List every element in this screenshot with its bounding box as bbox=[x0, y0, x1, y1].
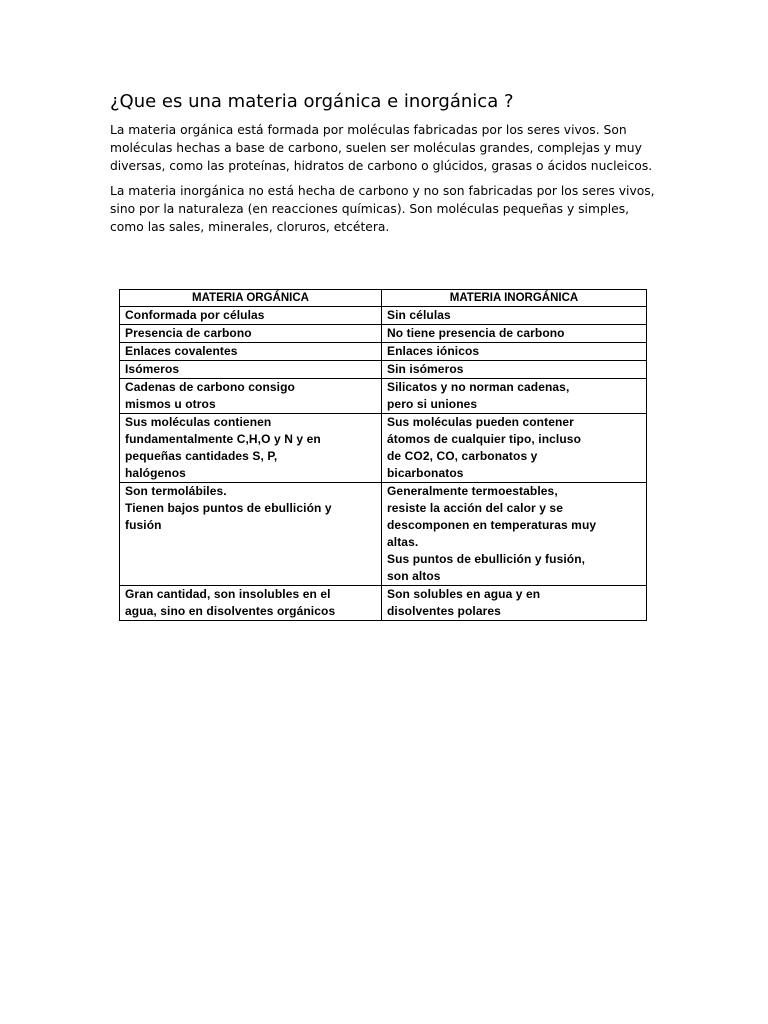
table-row bbox=[120, 483, 647, 586]
cell-inorganic bbox=[382, 586, 647, 621]
cell-organic bbox=[120, 361, 382, 379]
header-organic: MATERIA ORGÁNICA bbox=[120, 290, 382, 307]
cell-text: No tiene presencia de carbono bbox=[387, 326, 565, 340]
cell-text: Silicatos y no norman cadenas, pero si uniones bbox=[387, 380, 570, 411]
cell-organic bbox=[120, 483, 382, 586]
header-inorganic: MATERIA INORGÁNICA bbox=[382, 290, 647, 307]
cell-text: Enlaces covalentes bbox=[125, 344, 238, 358]
table-row bbox=[120, 325, 647, 343]
cell-inorganic bbox=[382, 343, 647, 361]
cell-organic bbox=[120, 343, 382, 361]
cell-text: Presencia de carbono bbox=[125, 326, 252, 340]
cell-inorganic bbox=[382, 307, 647, 325]
cell-text: Sin isómeros bbox=[387, 362, 464, 376]
cell-text: Sus moléculas pueden contener átomos de cualquier tipo, incluso de CO2, CO, carbonatos y bicarbonatos bbox=[387, 415, 581, 480]
cell-text: Gran cantidad, son insolubles en el agua, sino en disolventes orgánicos bbox=[125, 587, 336, 618]
cell-text: Sus moléculas contienen fundamentalmente C,H,O y N y en pequeñas cantidades S, P, halógenos bbox=[125, 415, 321, 480]
cell-inorganic bbox=[382, 414, 647, 483]
table-row bbox=[120, 586, 647, 621]
cell-inorganic bbox=[382, 325, 647, 343]
table-row bbox=[120, 307, 647, 325]
cell-text: Sin células bbox=[387, 308, 451, 322]
cell-inorganic bbox=[382, 483, 647, 586]
cell-text: Cadenas de carbono consigo mismos u otros bbox=[125, 380, 295, 411]
cell-text: Generalmente termoestables, resiste la acción del calor y se descomponen en temperaturas muy altas. Sus puntos de ebullición y fusión, son altos bbox=[387, 484, 597, 583]
table-row bbox=[120, 414, 647, 483]
paragraph-inorganic: La materia inorgánica no está hecha de carbono y no son fabricadas por los seres vivos, sino por la naturaleza (en reacciones químicas). Son moléculas pequeñas y simples, como las sales, minerales, cloruros, etcétera. bbox=[110, 184, 655, 234]
comparison-table bbox=[119, 289, 647, 621]
cell-organic bbox=[120, 414, 382, 483]
cell-text: Son termolábiles. Tienen bajos puntos de ebullición y fusión bbox=[125, 484, 332, 532]
table-row bbox=[120, 361, 647, 379]
paragraph-organic: La materia orgánica está formada por moléculas fabricadas por los seres vivos. Son moléculas hechas a base de carbono, suelen ser moléculas grandes, complejas y muy diversas, como las proteínas, hidratos de carbono o glúcidos, grasas o ácidos nucleicos. bbox=[110, 123, 653, 173]
cell-inorganic bbox=[382, 379, 647, 414]
cell-organic bbox=[120, 379, 382, 414]
table-row bbox=[120, 379, 647, 414]
cell-text: Isómeros bbox=[125, 362, 180, 376]
cell-text: Son solubles en agua y en disolventes polares bbox=[387, 587, 541, 618]
page-title: ¿Que es una materia orgánica e inorgánica ? bbox=[110, 91, 514, 112]
cell-organic bbox=[120, 307, 382, 325]
cell-text: Conformada por células bbox=[125, 308, 265, 322]
table-header-row bbox=[120, 290, 647, 307]
cell-text: Enlaces iónicos bbox=[387, 344, 480, 358]
cell-inorganic bbox=[382, 361, 647, 379]
cell-organic bbox=[120, 325, 382, 343]
table-row bbox=[120, 343, 647, 361]
cell-organic bbox=[120, 586, 382, 621]
